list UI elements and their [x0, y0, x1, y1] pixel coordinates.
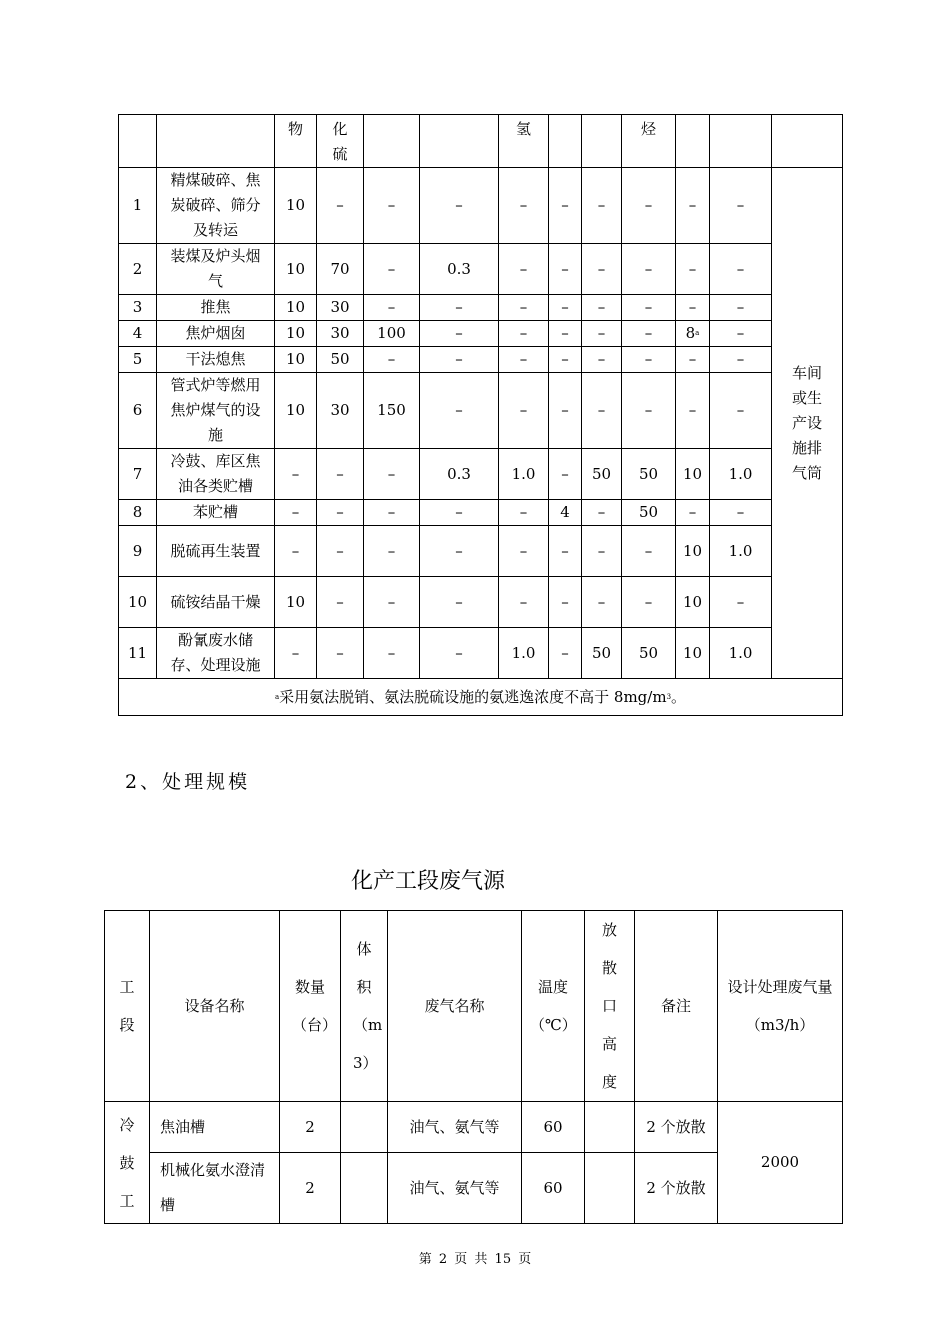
limit-cell: –: [499, 526, 549, 577]
limit-cell: –: [499, 577, 549, 628]
limit-cell: –: [499, 295, 549, 321]
limit-cell: –: [317, 449, 364, 500]
gas-name: 油气、氨气等: [388, 1153, 522, 1224]
footnote-text: 采用氨法脱销、氨法脱硫设施的氨逃逸浓度不高于 8mg/m: [279, 687, 667, 706]
source-name: 精煤破碎、焦炭破碎、筛分及转运: [157, 168, 275, 244]
limit-cell: 1.0: [710, 526, 772, 577]
section-cell: 冷鼓工: [105, 1102, 150, 1224]
limit-cell: –: [317, 577, 364, 628]
header-temperature: 温度（℃）: [522, 911, 585, 1102]
limit-cell: 30: [317, 321, 364, 347]
limit-cell: –: [549, 295, 582, 321]
table-row: [119, 347, 843, 373]
source-name: 推焦: [157, 295, 275, 321]
quantity: 2: [280, 1102, 341, 1153]
limit-cell: 10: [275, 577, 317, 628]
source-name: 装煤及炉头烟气: [157, 244, 275, 295]
limit-cell: 50: [622, 628, 676, 679]
limit-cell: 10: [676, 577, 710, 628]
limit-cell: –: [710, 295, 772, 321]
gas-name: 油气、氨气等: [388, 1102, 522, 1153]
limit-cell: 4: [549, 500, 582, 526]
limit-cell: –: [364, 628, 420, 679]
limit-cell: –: [364, 577, 420, 628]
row-number: 11: [119, 628, 157, 679]
header-fragment: 化硫: [317, 115, 364, 168]
limit-cell: 50: [317, 347, 364, 373]
limit-cell: 50: [622, 500, 676, 526]
equipment-name: 焦油槽: [150, 1102, 280, 1153]
superscript-3: 3: [666, 692, 672, 701]
limit-cell: –: [549, 577, 582, 628]
table-row: [119, 244, 843, 295]
limit-cell: –: [499, 321, 549, 347]
row-number: 4: [119, 321, 157, 347]
row-number: 3: [119, 295, 157, 321]
section-heading: 2、处理规模: [125, 771, 251, 793]
limit-cell: –: [317, 526, 364, 577]
limit-cell: –: [275, 526, 317, 577]
limit-cell: –: [420, 500, 499, 526]
header-fragment: 物: [275, 115, 317, 168]
table-row: [105, 1102, 843, 1153]
limit-cell: –: [582, 577, 622, 628]
limit-cell: 10: [676, 628, 710, 679]
limit-cell: –: [622, 347, 676, 373]
limit-cell: –: [420, 168, 499, 244]
waste-gas-source-table: [104, 910, 843, 1224]
volume: [341, 1102, 388, 1153]
table-row: [119, 577, 843, 628]
volume: [341, 1153, 388, 1224]
limit-cell: 30: [317, 373, 364, 449]
limit-cell: –: [710, 373, 772, 449]
header-fragment: 氢: [499, 115, 549, 168]
limit-cell: –: [364, 295, 420, 321]
limit-cell: –: [364, 500, 420, 526]
limit-cell: –: [622, 577, 676, 628]
limit-cell: –: [364, 168, 420, 244]
row-number: 5: [119, 347, 157, 373]
footnote-mark: a: [695, 329, 700, 337]
limit-cell: –: [420, 373, 499, 449]
outlet-height: [585, 1153, 635, 1224]
limit-cell: –: [549, 628, 582, 679]
header-design-volume: 设计处理废气量（m3/h）: [718, 911, 843, 1102]
source-name: 焦炉烟囱: [157, 321, 275, 347]
row-number: 10: [119, 577, 157, 628]
limit-cell: –: [710, 168, 772, 244]
limit-cell: –: [549, 244, 582, 295]
limit-cell: –: [676, 168, 710, 244]
table-row: [119, 295, 843, 321]
footnote-end: 。: [671, 687, 687, 706]
table-row: [119, 500, 843, 526]
limit-cell: 150: [364, 373, 420, 449]
limit-cell: –: [499, 373, 549, 449]
limit-cell: –: [317, 168, 364, 244]
limit-cell: –: [622, 244, 676, 295]
limit-cell: –: [499, 168, 549, 244]
row-number: 7: [119, 449, 157, 500]
design-volume: 2000: [718, 1102, 843, 1224]
limit-cell: –: [549, 526, 582, 577]
location-cell: [772, 168, 843, 679]
limit-cell: 10: [275, 295, 317, 321]
footnote: [119, 679, 843, 716]
limit-cell: –: [364, 244, 420, 295]
source-name: 干法熄焦: [157, 347, 275, 373]
table-row: [119, 526, 843, 577]
table-row: [119, 449, 843, 500]
limit-cell: –: [549, 321, 582, 347]
equipment-name: 机械化氨水澄清槽: [150, 1153, 280, 1224]
header-outlet-height: 放散口高度: [585, 911, 635, 1102]
limit-cell: –: [676, 500, 710, 526]
limit-cell: 10: [676, 526, 710, 577]
limit-cell: 50: [582, 628, 622, 679]
limit-cell: –: [622, 168, 676, 244]
table-row: [119, 373, 843, 449]
remark: 2 个放散: [635, 1153, 718, 1224]
limit-cell: –: [582, 321, 622, 347]
emission-limits-table: [118, 114, 843, 716]
limit-cell: 1.0: [710, 449, 772, 500]
limit-cell: –: [275, 628, 317, 679]
limit-cell: –: [676, 347, 710, 373]
limit-value: 8: [685, 324, 696, 342]
limit-cell: –: [499, 500, 549, 526]
limit-cell: –: [622, 373, 676, 449]
limit-cell: –: [622, 526, 676, 577]
limit-cell: –: [710, 347, 772, 373]
source-name: 苯贮槽: [157, 500, 275, 526]
limit-cell: 10: [275, 321, 317, 347]
remark: 2 个放散: [635, 1102, 718, 1153]
limit-cell: –: [420, 628, 499, 679]
limit-cell: –: [364, 347, 420, 373]
limit-cell: –: [582, 500, 622, 526]
footnote-mark: a: [274, 692, 280, 701]
source-name: 冷鼓、库区焦油各类贮槽: [157, 449, 275, 500]
source-name: 酚氰废水储存、处理设施: [157, 628, 275, 679]
table-row: [119, 628, 843, 679]
header-fragment: 烃: [622, 115, 676, 168]
row-number: 6: [119, 373, 157, 449]
limit-cell: 10: [275, 244, 317, 295]
table-header-row: [105, 911, 843, 1102]
page-footer: 第 2 页 共 15 页: [418, 1252, 532, 1267]
limit-cell: 0.3: [420, 244, 499, 295]
limit-cell: –: [420, 577, 499, 628]
table-row: [119, 168, 843, 244]
row-number: 9: [119, 526, 157, 577]
limit-cell: –: [549, 373, 582, 449]
note-row: [119, 679, 843, 716]
limit-cell: –: [420, 295, 499, 321]
limit-cell: 10: [275, 373, 317, 449]
limit-cell: –: [710, 500, 772, 526]
limit-cell: 1.0: [499, 628, 549, 679]
limit-cell: –: [676, 244, 710, 295]
limit-cell: –: [317, 500, 364, 526]
limit-cell: –: [710, 321, 772, 347]
limit-cell: –: [275, 449, 317, 500]
outlet-height: [585, 1102, 635, 1153]
limit-cell: 10: [676, 449, 710, 500]
limit-cell: 1.0: [499, 449, 549, 500]
limit-cell: –: [582, 526, 622, 577]
limit-cell: –: [676, 373, 710, 449]
limit-cell: –: [582, 168, 622, 244]
table-header-row: [119, 115, 843, 168]
limit-cell: 100: [364, 321, 420, 347]
limit-cell: –: [420, 526, 499, 577]
temperature: 60: [522, 1102, 585, 1153]
row-number: 8: [119, 500, 157, 526]
limit-cell: –: [582, 373, 622, 449]
limit-cell: –: [710, 244, 772, 295]
limit-cell: –: [499, 244, 549, 295]
limit-cell: –: [549, 347, 582, 373]
header-remark: 备注: [635, 911, 718, 1102]
limit-cell: 70: [317, 244, 364, 295]
limit-cell: –: [317, 628, 364, 679]
row-number: 1: [119, 168, 157, 244]
limit-cell: –: [499, 347, 549, 373]
limit-cell: –: [710, 577, 772, 628]
limit-cell: 30: [317, 295, 364, 321]
limit-cell: [676, 321, 710, 347]
header-gas-name: 废气名称: [388, 911, 522, 1102]
limit-cell: –: [622, 295, 676, 321]
limit-cell: –: [364, 526, 420, 577]
limit-cell: –: [364, 449, 420, 500]
limit-cell: 10: [275, 347, 317, 373]
limit-cell: 0.3: [420, 449, 499, 500]
header-quantity: 数量（台）: [280, 911, 341, 1102]
source-name: 脱硫再生装置: [157, 526, 275, 577]
location-text: 车间或生产设施排气筒: [791, 363, 822, 482]
limit-cell: –: [549, 449, 582, 500]
limit-cell: –: [275, 500, 317, 526]
temperature: 60: [522, 1153, 585, 1224]
header-volume: 体积（m3）: [341, 911, 388, 1102]
limit-cell: –: [420, 321, 499, 347]
header-section: 工段: [105, 911, 150, 1102]
table-row: [119, 321, 843, 347]
limit-cell: –: [549, 168, 582, 244]
limit-cell: –: [582, 347, 622, 373]
table-title: 化产工段废气源: [350, 869, 505, 894]
limit-cell: –: [582, 244, 622, 295]
limit-cell: 50: [582, 449, 622, 500]
limit-cell: –: [676, 295, 710, 321]
source-name: 硫铵结晶干燥: [157, 577, 275, 628]
limit-cell: –: [622, 321, 676, 347]
limit-cell: –: [582, 295, 622, 321]
quantity: 2: [280, 1153, 341, 1224]
limit-cell: –: [420, 347, 499, 373]
limit-cell: 10: [275, 168, 317, 244]
limit-cell: 1.0: [710, 628, 772, 679]
source-name: 管式炉等燃用焦炉煤气的设施: [157, 373, 275, 449]
header-equipment: 设备名称: [150, 911, 280, 1102]
row-number: 2: [119, 244, 157, 295]
limit-cell: 50: [622, 449, 676, 500]
